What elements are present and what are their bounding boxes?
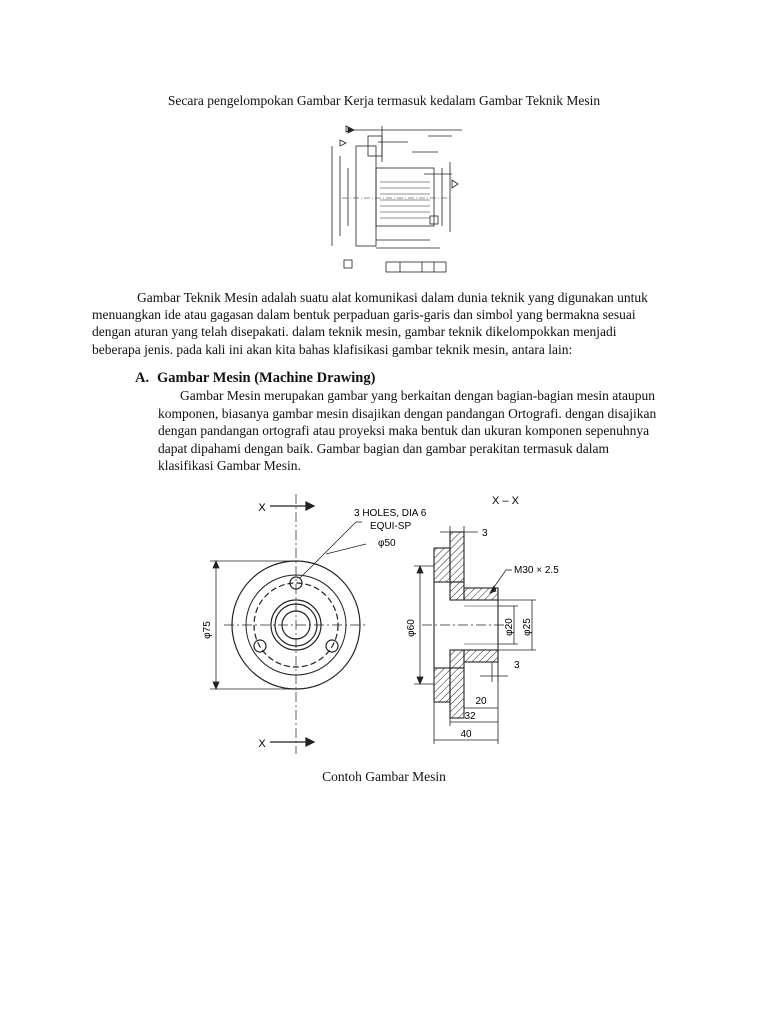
label-20: 20 <box>475 696 487 707</box>
label-3-top: 3 <box>482 528 488 539</box>
label-holes-1: 3 HOLES, DIA 6 <box>354 508 427 519</box>
label-x-bottom: X <box>258 738 266 750</box>
section-heading <box>135 370 375 387</box>
paragraph-line: menuangkan ide atau gagasan dalam bentuk perpaduan garis-garis dan simbol yang bermakna sesuai <box>92 307 636 323</box>
label-pcd: φ50 <box>378 538 396 549</box>
paragraph-line: Gambar Teknik Mesin adalah suatu alat komunikasi dalam dunia teknik yang digunakan untuk <box>137 290 648 305</box>
paragraph-line: beberapa jenis. pada kali ini akan kita bahas klafisikasi gambar teknik mesin, antara lain: <box>92 341 573 357</box>
section-line: klasifikasi Gambar Mesin. <box>158 458 301 473</box>
section-line: dapat dipahami dengan baik. Gambar bagian dan gambar perakitan termasuk dalam <box>158 440 609 456</box>
label-d20: φ20 <box>504 618 515 636</box>
figure-machine-drawing <box>196 492 588 754</box>
label-h60: φ60 <box>406 619 417 637</box>
section-paragraph <box>158 387 670 475</box>
section-title: Gambar Mesin (Machine Drawing) <box>157 370 376 386</box>
label-section: X – X <box>492 495 519 507</box>
section-line: Gambar Mesin merupakan gambar yang berkaitan dengan bagian-bagian mesin ataupun <box>180 388 655 403</box>
section-line: dengan pandangan ortografi atau proyeksi maka bentuk dan ukuran komponen sepenuhnya <box>158 423 650 438</box>
paragraph-line: dengan aturan yang telah disepakati. dalam teknik mesin, gambar teknik dikelompokkan menjadi <box>92 324 617 340</box>
figure-technical-drawing <box>312 122 500 278</box>
label-3-right: 3 <box>514 660 520 671</box>
label-holes-2: EQUI-SP <box>370 521 412 532</box>
section-line: komponen, biasanya gambar mesin disajikan dengan pandangan Ortografi. dengan disajikan <box>158 405 657 421</box>
label-d25: φ25 <box>522 618 533 636</box>
label-thread: M30 × 2.5 <box>514 565 559 576</box>
label-od: φ75 <box>202 621 213 639</box>
figure-caption: Contoh Gambar Mesin <box>322 769 446 784</box>
section-letter: A. <box>135 370 150 386</box>
label-40: 40 <box>460 729 472 740</box>
label-32: 32 <box>464 711 476 722</box>
body-paragraph <box>92 289 677 358</box>
label-x-top: X <box>258 502 266 514</box>
intro-text: Secara pengelompokan Gambar Kerja termasuk kedalam Gambar Teknik Mesin <box>167 93 601 108</box>
